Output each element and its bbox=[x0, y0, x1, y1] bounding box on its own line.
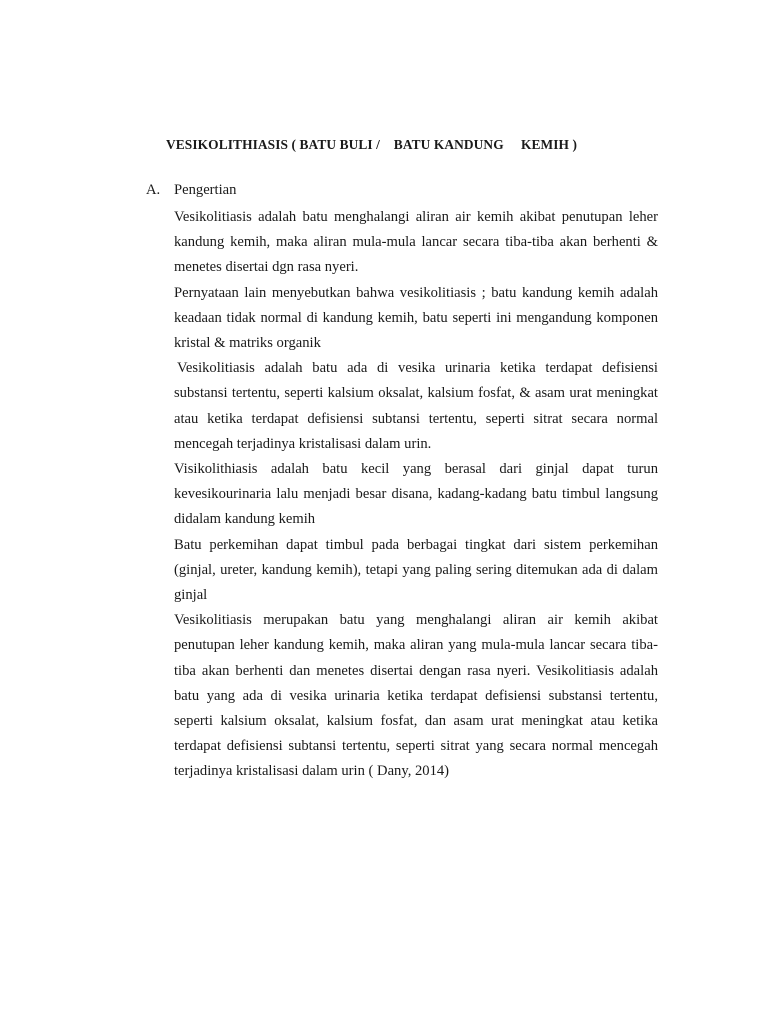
paragraph-4: Visikolithiasis adalah batu kecil yang berasal dari ginjal dapat turun kevesikourinaria lalu menjadi besar disana, kadang-kadang batu timbul langsung didalam kandung kemih bbox=[174, 461, 658, 528]
section-heading: Pengertian bbox=[174, 182, 237, 198]
paragraph-1: Vesikolitiasis adalah batu menghalangi aliran air kemih akibat penutupan leher kandung kemih, maka aliran mula-mula lancar secara tiba-tiba akan berhenti & menetes disertai dgn rasa nyeri. bbox=[174, 209, 658, 276]
paragraph-2: Pernyataan lain menyebutkan bahwa vesikolitiasis ; batu kandung kemih adalah keadaan tidak normal di kandung kemih, batu seperti ini mengandung komponen kristal & matriks organik bbox=[174, 284, 658, 352]
paragraph-6: Vesikolitiasis merupakan batu yang menghalangi aliran air kemih akibat penutupan leher kandung kemih, maka aliran yang mula-mula lancar secara tiba-tiba akan berhenti dan menetes disertai dengan rasa nyeri. Vesikolitiasis adalah batu yang ada di vesika urinaria ketika terdapat defisiensi substansi tertentu, seperti kalsium oksalat, kalsium fosfat, dan asam urat meningkat atau ketika terdapat defisiensi subtansi tertentu, seperti sitrat yang secara normal mencegah terjadinya kristalisasi dalam urin ( Dany, 2014) bbox=[174, 612, 658, 780]
document-title: VESIKOLITHIASIS ( BATU BULI / BATU KANDUNG KEMIH ) bbox=[166, 137, 578, 152]
paragraph-5: Batu perkemihan dapat timbul pada berbagai tingkat dari sistem perkemihan (ginjal, ureter, kandung kemih), tetapi yang paling sering ditemukan ada di dalam ginjal bbox=[174, 536, 658, 604]
section-body bbox=[174, 205, 658, 785]
section-marker: A. bbox=[146, 182, 161, 198]
paragraph-3: Vesikolitiasis adalah batu ada di vesika urinaria ketika terdapat defisiensi substansi tertentu, seperti kalsium oksalat, kalsium fosfat, & asam urat meningkat atau ketika terdapat defisiensi subtansi tertentu, seperti sitrat secara normal mencegah terjadinya kristalisasi dalam urin. bbox=[174, 360, 658, 452]
